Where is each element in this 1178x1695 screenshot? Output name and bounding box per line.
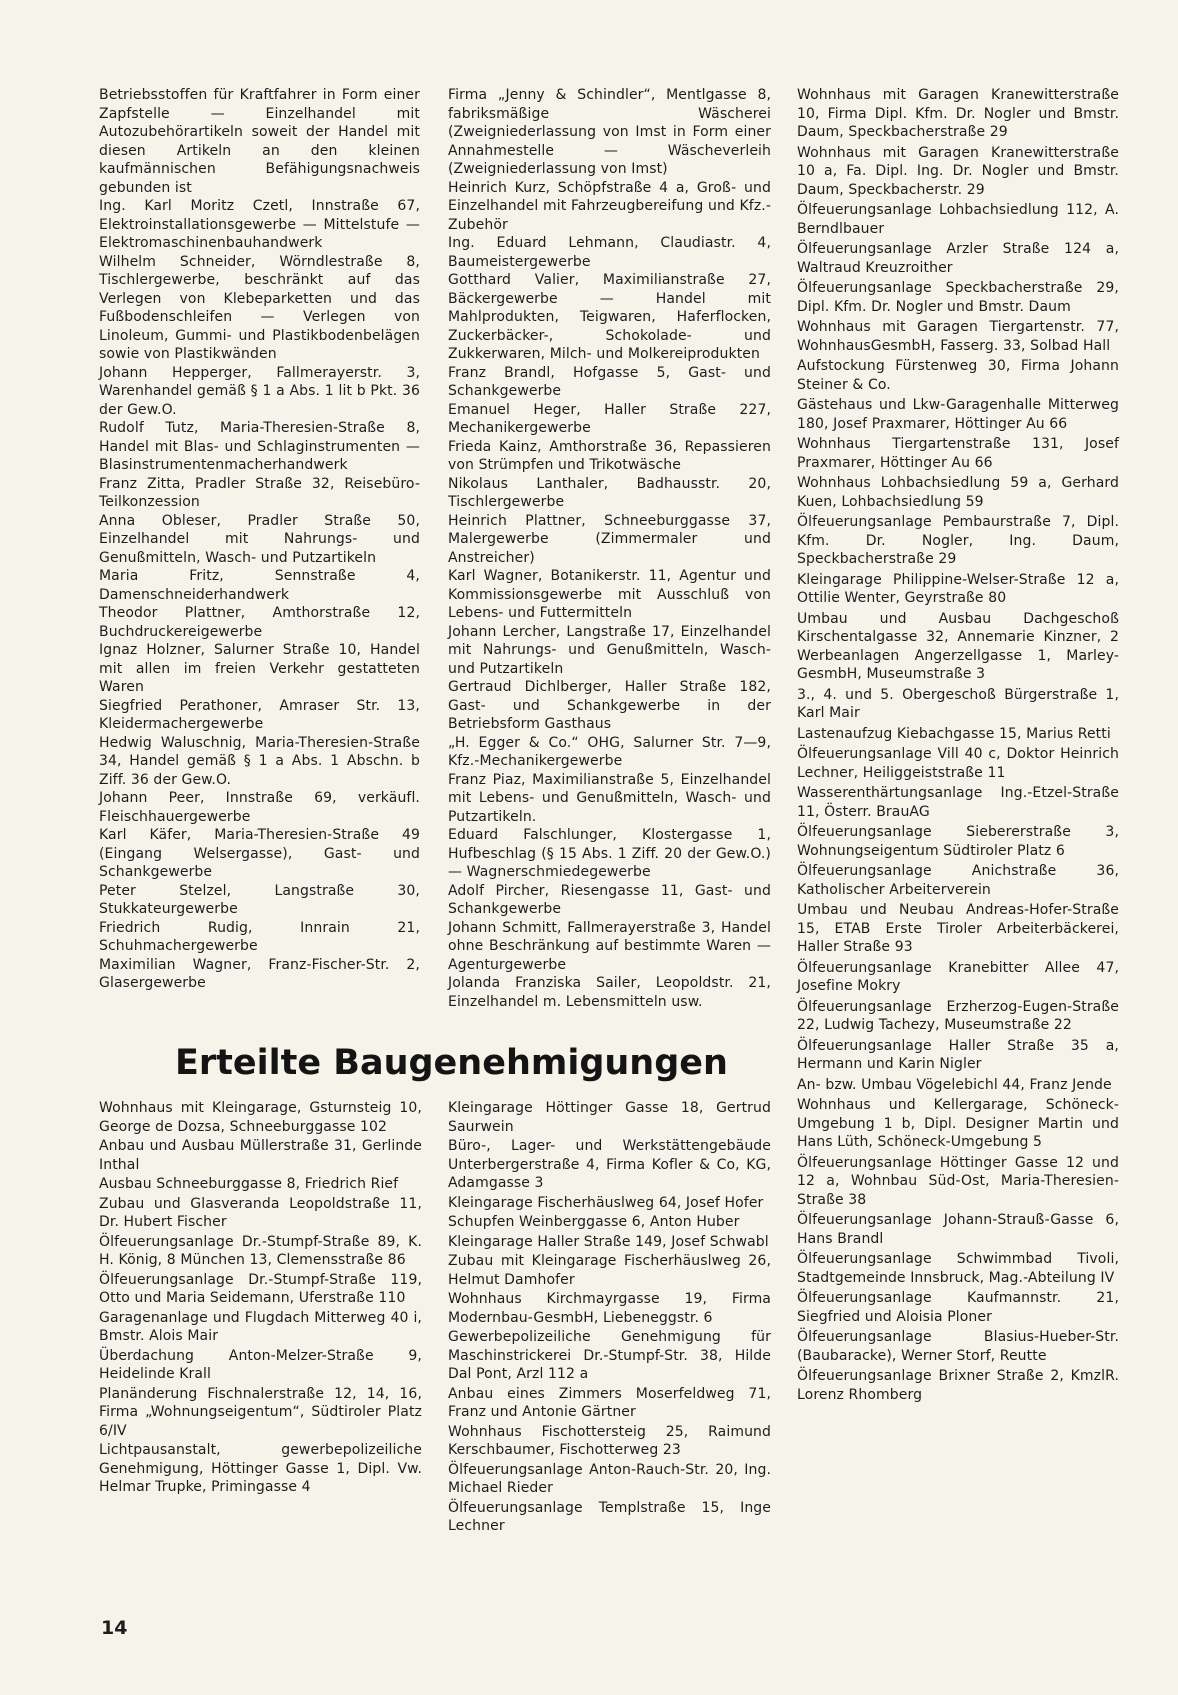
list-entry: Ölfeuerungsanlage Blasius-Hueber-Str. (Baubaracke), Werner Storf, Reutte [797,1329,1119,1364]
list-entry: Kleingarage Philippine-Welser-Straße 12 a, Ottilie Wenter, Geyrstraße 80 [797,571,1119,606]
list-entry: Schupfen Weinberggasse 6, Anton Huber [448,1214,740,1230]
list-entry: Ölfeuerungsanlage Johann-Strauß-Gasse 6, Hans Brandl [797,1212,1119,1247]
list-entry: Jolanda Franziska Sailer, Leopoldstr. 21, Einzelhandel m. Lebensmitteln usw. [448,975,771,1010]
list-entry: Zubau und Glasveranda Leopoldstraße 11, Dr. Hubert Fischer [99,1195,422,1230]
list-entry: Ölfeuerungsanlage Anton-Rauch-Str. 20, Ing. Michael Rieder [448,1461,771,1496]
list-entry: Ölfeuerungsanlage Lohbachsiedlung 112, A. Berndlbauer [797,202,1119,237]
list-entry: Aufstockung Fürstenweg 30, Firma Johann Steiner & Co. [797,358,1119,393]
list-entry: Wohnhaus mit Garagen Tiergartenstr. 77, WohnhausGesmbH, Fasserg. 33, Solbad Hall [797,319,1119,354]
list-entry: 3., 4. und 5. Obergeschoß Bürgerstraße 1, Karl Mair [797,686,1119,721]
building-permit-column-3 [797,86,1119,1406]
building-permit-column-5 [448,1099,771,1537]
list-entry: Lichtpausanstalt, gewerbepolizeiliche Genehmigung, Höttinger Gasse 1, Dipl. Vw. Helmar Trupke, Primingasse 4 [99,1442,422,1495]
list-entry: Gewerbepolizeiliche Genehmigung für Maschinstrickerei Dr.-Stumpf-Str. 38, Hilde Dal Pont, Arzl 112 a [448,1329,771,1382]
list-entry: Rudolf Tutz, Maria-Theresien-Straße 8, Handel mit Blas- und Schlaginstrumenten — Blasinstrumentenmacherhandwerk [99,420,420,473]
list-entry: Eduard Falschlunger, Klostergasse 1, Hufbeschlag (§ 15 Abs. 1 Ziff. 20 der Gew.O.) — Wagnerschmiedegewerbe [448,827,771,880]
list-entry: Umbau und Ausbau Dachgeschoß Kirschentalgasse 32, Annemarie Kinzner, 2 Werbeanlagen Angerzellgasse 1, Marley-GesmbH, Museumstraße 3 [797,610,1119,682]
list-entry: Zubau mit Kleingarage Fischerhäuslweg 26, Helmut Damhofer [448,1253,771,1288]
building-permit-column-4 [99,1099,422,1498]
list-entry: Ölfeuerungsanlage Haller Straße 35 a, Hermann und Karin Nigler [797,1037,1119,1072]
list-entry: Wohnhaus mit Garagen Kranewitterstraße 10, Firma Dipl. Kfm. Dr. Nogler und Bmstr. Daum, Speckbacherstraße 29 [797,87,1119,140]
list-entry: Kleingarage Fischerhäuslweg 64, Josef Hofer [448,1194,764,1211]
page-number: 14 [101,1617,128,1639]
list-entry: Ölfeuerungsanlage Pembaurstraße 7, Dipl. Kfm. Dr. Nogler, Ing. Daum, Speckbacherstraße 29 [797,514,1119,567]
list-entry: Ölfeuerungsanlage Kranebitter Allee 47, Josefine Mokry [797,959,1119,994]
list-entry: Ölfeuerungsanlage Speckbacherstraße 29, Dipl. Kfm. Dr. Nogler und Bmstr. Daum [797,280,1119,315]
list-entry: Wohnhaus mit Kleingarage, Gsturnsteig 10, George de Dozsa, Schneeburggasse 102 [99,1100,422,1135]
list-entry: Heinrich Kurz, Schöpfstraße 4 a, Groß- und Einzelhandel mit Fahrzeugbereifung und Kfz.-Zubehör [448,179,771,233]
list-entry: Anbau eines Zimmers Moserfeldweg 71, Franz und Antonie Gärtner [448,1385,771,1420]
list-entry: Anna Obleser, Pradler Straße 50, Einzelhandel mit Nahrungs- und Genußmitteln, Wasch- und Putzartikeln [99,512,420,566]
list-entry: Ölfeuerungsanlage Dr.-Stumpf-Straße 119, Otto und Maria Seidemann, Uferstraße 110 [99,1271,422,1306]
list-entry: Johann Lercher, Langstraße 17, Einzelhandel mit Nahrungs- und Genußmitteln, Wasch- und Putzartikeln [448,623,771,677]
list-entry: An- bzw. Umbau Vögelebichl 44, Franz Jende [797,1076,1112,1093]
list-entry: Wohnhaus Tiergartenstraße 131, Josef Praxmarer, Höttinger Au 66 [797,436,1119,471]
list-entry: Franz Brandl, Hofgasse 5, Gast- und Schankgewerbe [448,364,771,399]
list-entry: Ölfeuerungsanlage Erzherzog-Eugen-Straße 22, Ludwig Tachezy, Museumstraße 22 [797,998,1119,1033]
section-heading: Erteilte Baugenehmigungen [175,1043,728,1083]
list-entry: Wohnhaus mit Garagen Kranewitterstraße 10 a, Fa. Dipl. Ing. Dr. Nogler und Bmstr. Daum, Speckbacherstr. 29 [797,144,1119,198]
list-entry: Friedrich Rudig, Innrain 21, Schuhmachergewerbe [99,919,420,954]
list-entry: Wohnhaus Fischottersteig 25, Raimund Kerschbaumer, Fischotterweg 23 [448,1423,771,1458]
list-entry: Ölfeuerungsanlage Vill 40 c, Doktor Heinrich Lechner, Heiliggeiststraße 11 [797,746,1119,781]
list-entry: Garagenanlage und Flugdach Mitterweg 40 i, Bmstr. Alois Mair [99,1309,422,1344]
list-entry: Johann Hepperger, Fallmerayerstr. 3, Warenhandel gemäß § 1 a Abs. 1 lit b Pkt. 36 der Gew.O. [99,364,420,418]
list-entry: Wohnhaus und Kellergarage, Schöneck-Umgebung 1 b, Dipl. Designer Martin und Hans Lüth, Schöneck-Umgebung 5 [797,1097,1119,1150]
list-entry: Ing. Eduard Lehmann, Claudiastr. 4, Baumeistergewerbe [448,235,771,270]
list-entry: Theodor Plattner, Amthorstraße 12, Buchdruckereigewerbe [99,605,420,640]
list-entry: Wasserenthärtungsanlage Ing.-Etzel-Straße 11, Österr. BrauAG [797,785,1119,820]
list-entry: Ölfeuerungsanlage Kaufmannstr. 21, Siegfried und Aloisia Ploner [797,1290,1119,1325]
list-entry: Adolf Pircher, Riesengasse 11, Gast- und Schankgewerbe [448,882,771,917]
list-entry: Lastenaufzug Kiebachgasse 15, Marius Retti [797,725,1111,742]
list-entry: Ölfeuerungsanlage Schwimmbad Tivoli, Stadtgemeinde Innsbruck, Mag.-Abteilung IV [797,1251,1119,1286]
list-entry: Überdachung Anton-Melzer-Straße 9, Heidelinde Krall [99,1347,422,1382]
list-entry: Emanuel Heger, Haller Straße 227, Mechanikergewerbe [448,401,771,436]
list-entry: Ing. Karl Moritz Czetl, Innstraße 67, Elektroinstallationsgewerbe — Mittelstufe — Elektromaschinenbauhandwerk [99,198,420,251]
list-entry: Anbau und Ausbau Müllerstraße 31, Gerlinde Inthal [99,1138,422,1173]
list-entry: Ausbau Schneeburggasse 8, Friedrich Rief [99,1176,399,1192]
list-entry: Kleingarage Haller Straße 149, Josef Schwabl [448,1233,769,1250]
list-entry: Hedwig Waluschnig, Maria-Theresien-Straße 34, Handel gemäß § 1 a Abs. 1 Abschn. b Ziff. 36 der Gew.O. [99,734,420,788]
list-entry: Ölfeuerungsanlage Templstraße 15, Inge Lechner [448,1499,771,1534]
list-entry: Maria Fritz, Sennstraße 4, Damenschneiderhandwerk [99,568,420,603]
list-entry: Ölfeuerungsanlage Siebererstraße 3, Wohnungseigentum Südtiroler Platz 6 [797,824,1119,859]
list-entry: Wohnhaus Lohbachsiedlung 59 a, Gerhard Kuen, Lohbachsiedlung 59 [797,475,1119,510]
list-entry: Ölfeuerungsanlage Höttinger Gasse 12 und 12 a, Wohnbau Süd-Ost, Maria-Theresien-Straße 38 [797,1154,1119,1208]
list-entry: Ölfeuerungsanlage Brixner Straße 2, KmzlR. Lorenz Rhomberg [797,1368,1119,1403]
trade-license-column-1 [99,86,420,993]
list-entry: Betriebsstoffen für Kraftfahrer in Form einer Zapfstelle — Einzelhandel mit Autozubehörartikeln soweit der Handel mit diesen Artikeln an den kleinen kaufmännischen Befähigungsnachweis gebunden ist [99,87,420,196]
list-entry: Maximilian Wagner, Franz-Fischer-Str. 2, Glasergewerbe [99,956,420,991]
list-entry: Johann Peer, Innstraße 69, verkäufl. Fleischhauergewerbe [99,790,420,825]
list-entry: Karl Wagner, Botanikerstr. 11, Agentur und Kommissionsgewerbe mit Ausschluß von Lebens- und Futtermitteln [448,568,771,621]
list-entry: „H. Egger & Co.“ OHG, Salurner Str. 7—9, Kfz.-Mechanikergewerbe [448,734,771,769]
list-entry: Johann Schmitt, Fallmerayerstraße 3, Handel ohne Beschränkung auf bestimmte Waren — Agenturgewerbe [448,919,771,973]
list-entry: Umbau und Neubau Andreas-Hofer-Straße 15, ETAB Erste Tiroler Arbeiterbäckerei, Haller Straße 93 [797,902,1119,955]
list-entry: Karl Käfer, Maria-Theresien-Straße 49 (Eingang Welsergasse), Gast- und Schankgewerbe [99,827,420,880]
list-entry: Wohnhaus Kirchmayrgasse 19, Firma Modernbau-GesmbH, Liebeneggstr. 6 [448,1291,771,1326]
list-entry: Gotthard Valier, Maximilianstraße 27, Bäckergewerbe — Handel mit Mahlprodukten, Teigwaren, Haferflocken, Zuckerbäcker-, Schokolade- und Zukkerwaren, Milch- und Molkereiprodukten [448,272,771,362]
list-entry: Siegfried Perathoner, Amraser Str. 13, Kleidermachergewerbe [99,697,420,732]
list-entry: Planänderung Fischnalerstraße 12, 14, 16, Firma „Wohnungseigentum“, Südtiroler Platz 6/IV [99,1385,422,1439]
list-entry: Büro-, Lager- und Werkstättengebäude Unterbergerstraße 4, Firma Kofler & Co, KG, Adamgasse 3 [448,1138,771,1191]
list-entry: Ölfeuerungsanlage Arzler Straße 124 a, Waltraud Kreuzroither [797,241,1119,276]
list-entry: Ölfeuerungsanlage Dr.-Stumpf-Straße 89, K. H. König, 8 München 13, Clemensstraße 86 [99,1233,422,1268]
list-entry: Gästehaus und Lkw-Garagenhalle Mitterweg 180, Josef Praxmarer, Höttinger Au 66 [797,397,1119,432]
list-entry: Franz Piaz, Maximilianstraße 5, Einzelhandel mit Lebens- und Genußmitteln, Wasch- und Putzartikeln. [448,771,771,825]
list-entry: Peter Stelzel, Langstraße 30, Stukkateurgewerbe [99,882,420,917]
list-entry: Firma „Jenny & Schindler“, Mentlgasse 8, fabriksmäßige Wäscherei (Zweigniederlassung von Imst in Form einer Annahmestelle — Wäscheverleih (Zweigniederlassung von Imst) [448,87,771,177]
list-entry: Ignaz Holzner, Salurner Straße 10, Handel mit allen im freien Verkehr gestatteten Waren [99,642,420,695]
list-entry: Ölfeuerungsanlage Anichstraße 36, Katholischer Arbeiterverein [797,863,1119,898]
list-entry: Gertraud Dichlberger, Haller Straße 182, Gast- und Schankgewerbe in der Betriebsform Gasthaus [448,679,771,732]
list-entry: Kleingarage Höttinger Gasse 18, Gertrud Saurwein [448,1100,771,1135]
list-entry: Heinrich Plattner, Schneeburggasse 37, Malergewerbe (Zimmermaler und Anstreicher) [448,512,771,566]
trade-license-column-2 [448,86,771,1011]
list-entry: Franz Zitta, Pradler Straße 32, Reisebüro-Teilkonzession [99,475,420,510]
list-entry: Frieda Kainz, Amthorstraße 36, Repassieren von Strümpfen und Trikotwäsche [448,438,771,473]
list-entry: Wilhelm Schneider, Wörndlestraße 8, Tischlergewerbe, beschränkt auf das Verlegen von Klebeparketten und das Fußbodenschleifen — Verlegen von Linoleum, Gummi- und Plastikbodenbelägen sowie von Plastikwänden [99,253,420,362]
list-entry: Nikolaus Lanthaler, Badhausstr. 20, Tischlergewerbe [448,475,771,510]
